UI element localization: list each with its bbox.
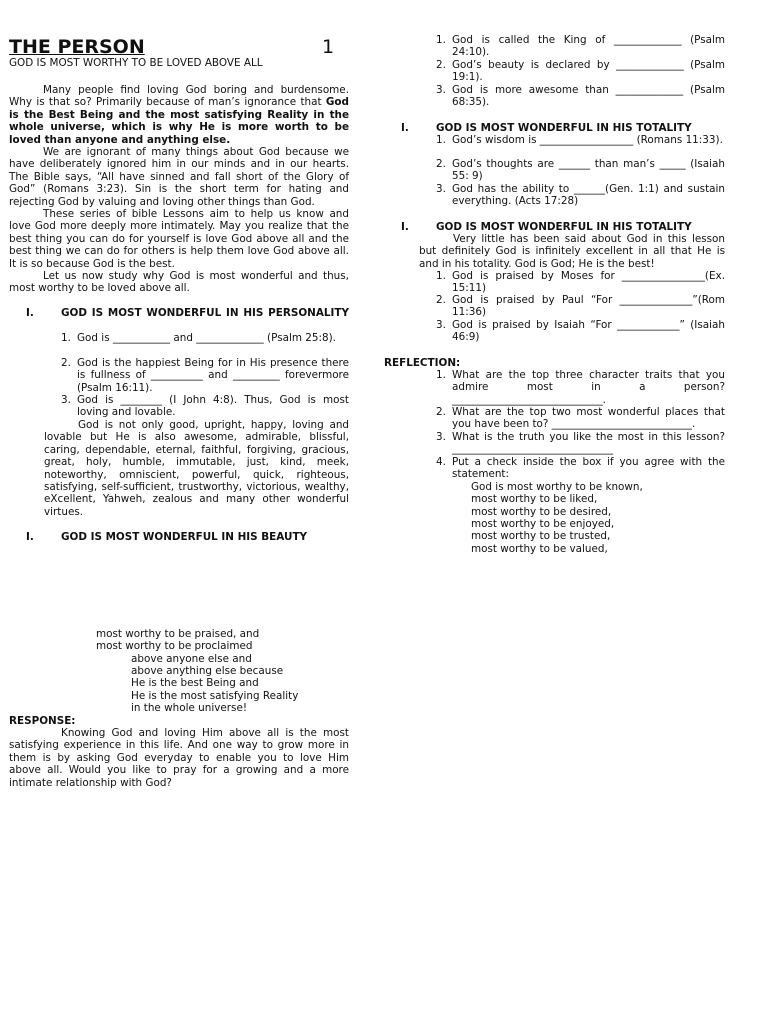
totality-2-item: 1. God is praised by Moses for ________________(Ex. 15:11): [436, 270, 725, 295]
intro-paragraph-2: We are ignorant of many things about God because we have deliberately ignored him in our minds and in our hearts. The Bible says, “All have sinned and fall short of the Glory of God” (Romans 3:23). Sin is the short term for hating and rejecting God by valuing and loving other things than God.: [9, 146, 349, 208]
totality-1-item-text: God’s wisdom is __________________ (Romans 11:33).: [452, 134, 723, 146]
beauty-item-text: God is more awesome than _____________ (Psalm 68:35).: [452, 84, 725, 109]
continuation-line: He is the best Being and: [131, 677, 259, 689]
reflection-item-text: What are the top two most wonderful places that you have been to? ___________________________.: [452, 406, 725, 431]
section-totality-2-heading: GOD IS MOST WONDERFUL IN HIS TOTALITY: [436, 221, 692, 233]
page-subtitle: GOD IS MOST WORTHY TO BE LOVED ABOVE ALL: [9, 57, 263, 69]
reflection-statement: most worthy to be valued,: [471, 543, 608, 555]
section-totality-2-numeral: I.: [401, 221, 409, 233]
intro-paragraph-1: [9, 84, 349, 146]
reflection-item-text: Put a check inside the box if you agree with the statement:: [452, 456, 725, 481]
page-title: THE PERSON: [9, 36, 145, 58]
totality-1-item-text: God’s thoughts are ______ than man’s _____ (Isaiah 55: 9): [452, 158, 725, 183]
section-beauty-numeral: I.: [26, 531, 34, 543]
page-number: 1: [322, 36, 335, 58]
section-totality-1-numeral: I.: [401, 122, 409, 134]
continuation-line: He is the most satisfying Reality: [131, 690, 299, 702]
totality-2-item: 2. God is praised by Paul “For ______________”(Rom 11:36): [436, 294, 725, 319]
intro-paragraph-4: Let us now study why God is most wonderful and thus, most worthy to be loved above all.: [9, 270, 349, 295]
response-paragraph: Knowing God and loving Him above all is the most satisfying experience in this life. And one way to grow more in them is by asking God everyday to enable you to love Him above all. Would you like to pray for a growing and a more intimate relationship with God?: [9, 727, 349, 789]
personality-item-text: God is ___________ and _____________ (Psalm 25:8).: [77, 332, 336, 344]
totality-2-item: 3. God is praised by Isaiah “For ____________” (Isaiah 46:9): [436, 319, 725, 344]
personality-item: 1. God is ___________ and _____________ (Psalm 25:8).: [61, 332, 349, 344]
totality-1-item: 1. God’s wisdom is __________________ (Romans 11:33).: [436, 134, 725, 146]
continuation-line: in the whole universe!: [131, 702, 247, 714]
section-personality-numeral: I.: [26, 307, 34, 319]
personality-item: 3. God is ________ (I John 4:8). Thus, God is most loving and lovable.: [61, 394, 349, 419]
totality-1-item: 2. God’s thoughts are ______ than man’s _____ (Isaiah 55: 9): [436, 158, 725, 183]
beauty-item: 2. God’s beauty is declared by _____________ (Psalm 19:1).: [436, 59, 725, 84]
reflection-item-text: What is the truth you like the most in this lesson? _______________________________: [452, 431, 725, 456]
continuation-line: most worthy to be praised, and: [96, 628, 260, 640]
reflection-item: 2. What are the top two most wonderful places that you have been to? ___________________________.: [436, 406, 725, 431]
intro-p1-text: Many people find loving God boring and burdensome. Why is that so? Primarily because of man’s ignorance that: [9, 84, 349, 109]
intro-paragraph-3: These series of bible Lessons aim to help us know and love God more deeply more intimately. May you realize that the best thing you can do for yourself is love God above all and the best thing we can do for others is help them love God above all. It is so because God is the best.: [9, 208, 349, 270]
continuation-line: most worthy to be proclaimed: [96, 640, 253, 652]
reflection-heading: REFLECTION:: [384, 357, 461, 369]
reflection-statement: most worthy to be trusted,: [471, 530, 611, 542]
totality-2-paragraph: Very little has been said about God in this lesson but definitely God is infinitely excellent in all that He is and in his totality. God is God; He is the best!: [419, 233, 725, 270]
section-totality-1-heading: GOD IS MOST WONDERFUL IN HIS TOTALITY: [436, 122, 692, 134]
beauty-item-text: God’s beauty is declared by _____________ (Psalm 19:1).: [452, 59, 725, 84]
personality-paragraph: God is not only good, upright, happy, loving and lovable but He is also awesome, admirable, blissful, caring, dependable, eternal, faithful, forgiving, gracious, great, holy, humble, immutable, just, kind, meek, noteworthy, omniscient, powerful, quick, righteous, satisfying, self-sufficient, trustworthy, victorious, wealthy, eXcellent, Yahweh, zealous and many other wonderful virtues.: [44, 419, 349, 518]
reflection-item: 4. Put a check inside the box if you agree with the statement:: [436, 456, 725, 481]
totality-2-item-text: God is praised by Paul “For ______________”(Rom 11:36): [452, 294, 725, 319]
reflection-statement: God is most worthy to be known,: [471, 481, 643, 493]
section-beauty-heading: GOD IS MOST WONDERFUL IN HIS BEAUTY: [61, 531, 308, 543]
reflection-item: 3. What is the truth you like the most in this lesson? _______________________________: [436, 431, 725, 456]
reflection-statement: most worthy to be enjoyed,: [471, 518, 615, 530]
totality-2-item-text: God is praised by Moses for ________________(Ex. 15:11): [452, 270, 725, 295]
beauty-item-text: God is called the King of _____________ (Psalm 24:10).: [452, 34, 725, 59]
section-personality-heading: GOD IS MOST WONDERFUL IN HIS PERSONALITY: [61, 307, 349, 319]
totality-2-item-text: God is praised by Isaiah “For ____________” (Isaiah 46:9): [452, 319, 725, 344]
totality-1-item: 3. God has the ability to ______(Gen. 1:1) and sustain everything. (Acts 17:28): [436, 183, 725, 208]
totality-1-item-text: God has the ability to ______(Gen. 1:1) and sustain everything. (Acts 17:28): [452, 183, 725, 208]
beauty-item: 3. God is more awesome than _____________ (Psalm 68:35).: [436, 84, 725, 109]
reflection-item-text: What are the top three character traits that you admire most in a person? _____________________________.: [452, 369, 725, 406]
response-heading: RESPONSE:: [9, 715, 76, 727]
reflection-item: 1. What are the top three character traits that you admire most in a person? _____________________________.: [436, 369, 725, 406]
personality-item: 2. God is the happiest Being for in His presence there is fullness of __________ and _________ forevermore (Psalm 16:11).: [61, 357, 349, 394]
reflection-statement: most worthy to be desired,: [471, 506, 612, 518]
personality-item-text: God is ________ (I John 4:8). Thus, God is most loving and lovable.: [77, 394, 349, 419]
continuation-line: above anyone else and: [131, 653, 252, 665]
continuation-line: above anything else because: [131, 665, 284, 677]
reflection-statement: most worthy to be liked,: [471, 493, 598, 505]
intro-p1-emphasis: God is the Best Being and the most satisfying Reality in the whole universe, which is why He is more worth to be loved than anyone and anything else.: [9, 96, 349, 146]
beauty-item: 1. God is called the King of _____________ (Psalm 24:10).: [436, 34, 725, 59]
personality-item-text: God is the happiest Being for in His presence there is fullness of __________ and _________ forevermore (Psalm 16:11).: [77, 357, 349, 394]
